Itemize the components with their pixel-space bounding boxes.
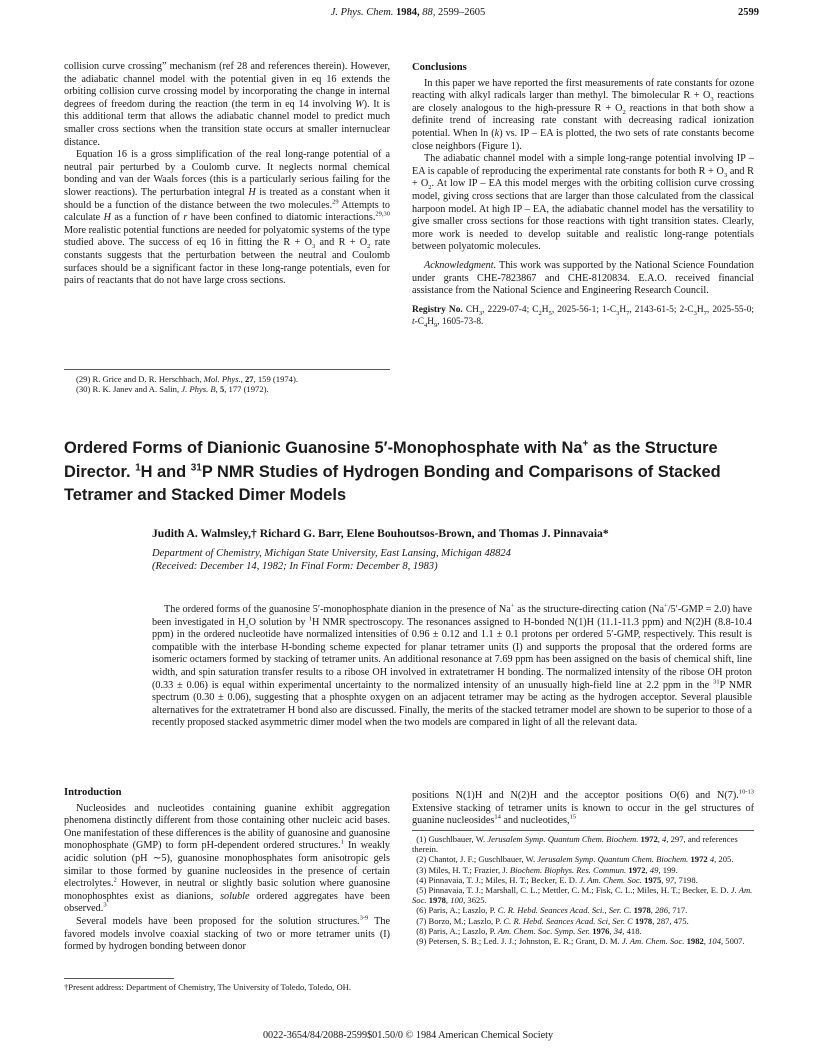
received-dates: (Received: December 14, 1982; In Final Form: December 8, 1983): [152, 561, 438, 572]
reference-item: (6) Paris, A.; Laszlo, P. C. R. Hebd. Seances Acad. Sci., Ser. C. 1978, 286, 717.: [412, 905, 688, 916]
running-head: [0, 7, 816, 18]
article-title: [64, 437, 754, 508]
paragraph: Nucleosides and nucleotides containing guanine exhibit aggregation phenomena distinctly different from those containing other nucleic acid bases. One manifestation of these differences is the ability of guanosine and guanosine monophosphate (GMP) to form pH-dependent ordered structures.$^1$ In weakly acidic solution (pH ∼5), guanosine monophosphates form anisotropic gels similar to those formed by guanine nucleosides in the presence of certain electrolytes.$^2$ However, in neutral or slightly basic solution where guanosine monophosphtes exist as dianions, soluble ordered aggregates have been observed.$^3$: [64, 802, 391, 915]
reference-item: (1) Guschlbauer, W. Jerusalem Symp. Quantum Chem. Biochem. 1972, 4, 297, and references therein.: [412, 834, 738, 855]
paragraph: The adiabatic channel model with a simple long-range potential involving IP – EA is capable of reproducing the experimental rate constants for both $R + O_3$ and $R + O_2$. At low IP – EA this model merges with the orbiting collision curve crossing model, giving cross sections that are larger than those calculated from the classical harpoon model. At high IP – EA, the adiabatic channel model has the versatility to give smaller cross sections for those reactions with tight transition states. Clearly, more work is needed to develop suitable and realistic long-range potentials between polyatomic molecules.: [412, 153, 754, 253]
introduction-section: [64, 787, 390, 954]
introduction-continuation: [412, 790, 754, 828]
reference-item: (8) Paris, A.; Laszlo, P. Am. Chem. Soc. Symp. Ser. 1976, 34, 418.: [412, 925, 642, 936]
ack-label: Acknowledgment.: [424, 259, 497, 271]
paragraph: Equation 16 is a gross simplification of the real long-range potential of a neutral pair perturbed by a Coulomb curve. It neglects normal chemical bonding and van der Waals forces (this is a particularly serious failing for the slower reactions). The perturbation integral H is treated as a constant when it should be a function of the distance between the two molecules.$^{29}$ Attempts to calculate H as a function of r have been confined to diatomic interactions.$^{29,30}$ More realistic potential functions are needed for polyatomic systems of the type studied above. The success of eq 16 in fitting the $R + O_3$ and $R + O_2$ rate constants suggests that the perturbation between the neutral and Coulomb surfaces should be a significant factor in these long-range potentials, even for pairs of reactants that do not have large cross sections.: [64, 149, 391, 287]
paragraph: Several models have been proposed for the solution structures.$^{3-9}$ The favored models involve coaxial stacking of two or more tetramer units (I) formed by hydrogen bonding between donor: [64, 914, 390, 953]
affiliation-block: [152, 547, 511, 573]
paragraph: In this paper we have reported the first measurements of rate constants for ozone reacting with alkyl radicals larger than methyl. The bimolecular $R + O_3$ reactions are closely analogous to the high-pressure $R + O_2$ reactions in that both show a definite trend of increasing rate constant with decreasing radical ionization potential. When ln (k) vs. IP – EA is plotted, the two sets of rate constants become close neighbors (Figure 1).: [412, 77, 754, 152]
title-line: Ordered Forms of Dianionic Guanosine 5′-Monophosphate with Na+ as the Structure: [64, 438, 718, 457]
abstract: The ordered forms of the guanosine 5′-monophosphate dianion in the presence of Na+ as the structure-directing cation (Na+/5′-GMP = 2.0) have been investigated in $H_2O$ solution by $^1$H NMR spectroscopy. The resonances assigned to H-bonded N(1)H (11.1-11.3 ppm) and N(2)H (8.8-10.4 ppm) in the ordered nucleotide have normalized intensities of 0.96 ± 0.12 and 1.1 ± 0.1 protons per ordered 5′-GMP, respectively. This result is compatible with the interbase H-bonding scheme expected for planar tetramer units (I) and supports the proposal that the ordered forms are isomeric octamers formed by stacking of tetramer units. An additional resonance at 7.69 ppm has been assigned on the basis of chemical shift, line width, and spin saturation transfer results to a ribose OH involved in extratetramer H bonding. The normalized intensity of the ribose OH proton (0.33 ± 0.06) is equal within experimental uncertainty to the normalized intensity of an unusually high-field line at 2.2 ppm in the $^{31}$P NMR spectrum (0.30 ± 0.06), suggesting that a phosphte oxygen on an adjacent tetramer may be acting as the hydrogen acceptor. Several plausible alternatives for the extratetramer H bond also are discussed. Finally, the merits of the stacked tetramer model are shown to be superior to those of a recently proposed stacked asymmetric dimer model when the two models are compared in light of all the relevant data.: [152, 602, 752, 729]
footnote-rule: [64, 369, 390, 370]
footnote-rule: [64, 978, 174, 979]
journal-name: J. Phys. Chem.: [330, 7, 394, 18]
page-number: 2599: [738, 7, 759, 18]
title-line: Director. $^1$H and $^{31}$P NMR Studies of Hydrogen Bonding and Comparisons of Stacked: [64, 462, 721, 481]
reference-item: (4) Pinnavaia, T. J.; Miles, H. T.; Becker, E. D. J. Am. Chem. Soc. 1975, 97, 7198.: [412, 874, 698, 885]
paragraph: collision curve crossing” mechanism (ref 28 and references therein). However, the adiabatic channel model with the potential given in eq 16 extends the orbiting collision curve crossing model by incorporating the change in internal degrees of freedom during the reaction (the term in eq 14 involving W). It is this additional term that allows the adiabatic channel model to predict much smaller cross sections when the transition state occurs at smaller internuclear distance.: [64, 61, 390, 148]
page-range: 2599–2605: [438, 7, 486, 18]
conclusions-heading: Conclusions: [412, 62, 467, 73]
left-references: [76, 374, 390, 394]
conclusions-section: [412, 62, 754, 329]
reference-item: (3) Miles, H. T.; Frazier, J. Biochem. Biophys. Res. Commun. 1972, 49, 199.: [412, 864, 678, 875]
acknowledgment: [412, 260, 754, 298]
ack-text: This work was supported by the National Science Foundation under grants CHE-7823867 and CHE-8120834. E.A.O. received financial assistance from the National Science and Engineering Research Council.: [412, 259, 754, 297]
references-list: [412, 834, 754, 946]
copyright-footer: 0022-3654/84/2088-2599$01.50/0 © 1984 American Chemical Society: [262, 1030, 554, 1041]
footnote-rule: [412, 830, 754, 831]
reference-item: (5) Pinnavaia, T. J.; Marshall, C. L.; Mettler, C. M.; Fisk, C. L.; Miles, H. T.; Becker, E. D. J. Am. Soc. 1978, 100, 3625.: [412, 885, 753, 906]
reference-item: (30) R. K. Janev and A. Salin, J. Phys. B, 5, 177 (1972).: [76, 384, 269, 395]
reference-item: (29) R. Grice and D. R. Herschbach, Mol. Phys., 27, 159 (1974).: [76, 374, 298, 384]
present-address-footnote: †Present address: Department of Chemistry, The University of Toledo, Toledo, OH.: [64, 982, 352, 992]
affiliation: Department of Chemistry, Michigan State University, East Lansing, Michigan 48824: [152, 548, 511, 559]
journal-year: 1984,: [396, 7, 420, 18]
reference-item: (7) Borzo, M.; Laszlo, P. C. R. Hebd. Seances Acad. Sci, Ser. C 1978, 287, 475.: [412, 915, 689, 926]
left-column-continuation: [64, 61, 390, 288]
journal-volume: 88,: [422, 7, 436, 18]
authors: Judith A. Walmsley,† Richard G. Barr, Elene Bouhoutsos-Brown, and Thomas J. Pinnavaia*: [152, 527, 609, 540]
paragraph: positions N(1)H and N(2)H and the acceptor positions O(6) and N(7).$^{10-13}$ Extensive stacking of tetramer units is known to occur in the gel structures of guanine nucleosides$^{14}$ and nucleotides,$^{15}$: [412, 788, 754, 827]
introduction-heading: Introduction: [64, 787, 122, 798]
reference-item: (2) Chantot, J. F.; Guschlbauer, W. Jerusalem Symp. Quantum Chem. Biochem. 1972 4, 205.: [412, 854, 734, 865]
title-line: Tetramer and Stacked Dimer Models: [64, 486, 347, 504]
registry-numbers: Registry No. $CH_3$, 2229-07-4; $C_2H_5$, 2025-56-1; $1-C_3H_7$, 2143-61-5; $2-C_3H_7$, 2025-55-0; $t-C_4H_9$, 1605-73-8.: [412, 304, 754, 330]
reference-item: (9) Petersen, S. B.; Led. J. J.; Johnston, E. R.; Grant, D. M. J. Am. Chem. Soc. 1982, 104, 5007.: [412, 936, 745, 947]
